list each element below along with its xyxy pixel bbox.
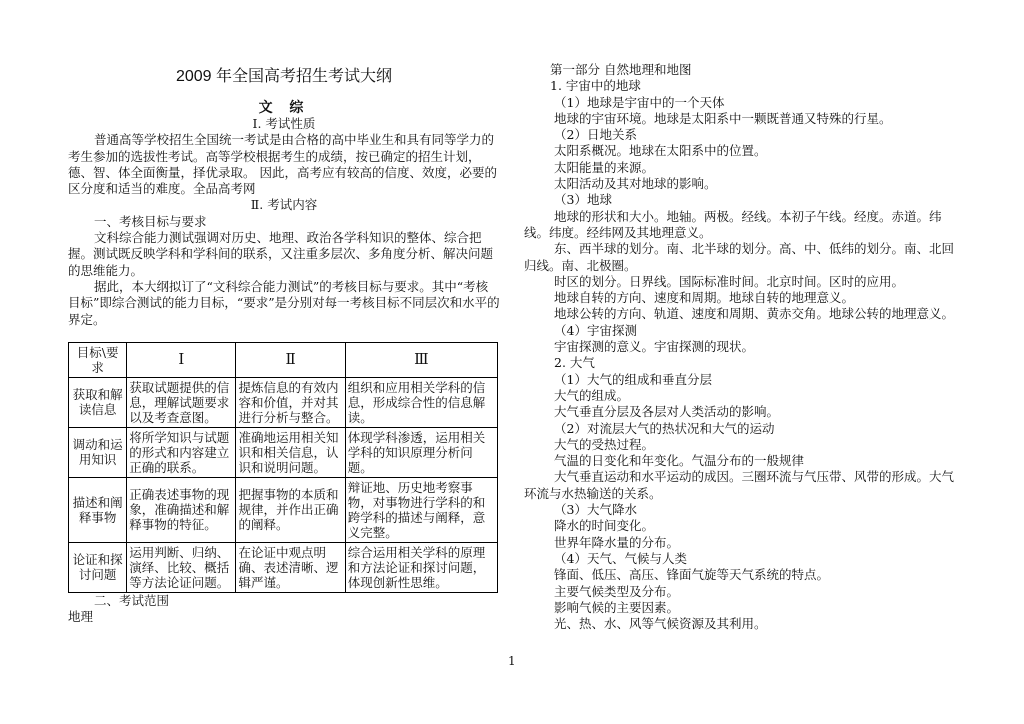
outline-line: 光、热、水、风等气候资源及其利用。 xyxy=(554,616,767,632)
section-heading-nature: Ⅰ. 考试性质 xyxy=(252,116,316,131)
row-label: 调动和运用知识 xyxy=(69,427,127,477)
outline-line: 2. 大气 xyxy=(554,355,595,371)
row-label: 获取和解读信息 xyxy=(69,377,127,427)
outline-line: 地球的宇宙环境。地球是太阳系中一颗既普通又特殊的行星。 xyxy=(554,110,892,126)
left-column xyxy=(68,62,500,625)
outline-line: 大气的受热过程。 xyxy=(554,436,655,452)
row-label: 描述和阐释事物 xyxy=(69,477,127,542)
table-header-level-3: Ⅲ xyxy=(345,342,497,377)
outline-list xyxy=(524,78,960,632)
table-header-level-2: Ⅱ xyxy=(236,342,345,377)
outline-line: 时区的划分。日界线。国际标准时间。北京时间。区时的应用。 xyxy=(554,273,905,289)
outline-line: 1. 宇宙中的地球 xyxy=(550,78,641,94)
outline-line: 太阳活动及其对地球的影响。 xyxy=(554,176,717,192)
paragraph-goals-1: 文科综合能力测试强调对历史、地理、政治各学科知识的整体、综合把握。测试既反映学科和学科间的联系，又注重多层次、多角度分析、解决问题的思维能力。 xyxy=(68,230,494,278)
paragraph-goals-2: 据此，本大纲拟订了“文科综合能力测试”的考核目标与要求。其中“考核目标”即综合测试的能力目标，“要求”是分别对每一考核目标不同层次和水平的界定。 xyxy=(68,278,500,327)
outline-line: 主要气候类型及分布。 xyxy=(554,583,680,599)
table-cell: 准确地运用相关知识和相关信息，认识和说明问题。 xyxy=(236,427,345,477)
outline-line: （2）对流层大气的热状况和大气的运动 xyxy=(554,420,775,436)
row-label: 论证和探讨问题 xyxy=(69,542,127,592)
table-cell: 体现学科渗透，运用相关学科的知识原理分析问题。 xyxy=(345,427,497,477)
subject-label-geography: 地理 xyxy=(68,609,94,625)
table-row xyxy=(69,542,498,592)
table-corner-cell: 目标\要求 xyxy=(69,342,127,377)
requirements-table xyxy=(68,342,498,593)
table-cell: 辩证地、历史地考察事物，对事物进行学科的和跨学科的描述与阐释，意义完整。 xyxy=(345,477,497,542)
outline-line: 东、西半球的划分。南、北半球的划分。高、中、低纬的划分。南、北回归线。南、北极圈。 xyxy=(524,241,955,273)
part-heading: 第一部分 自然地理和地图 xyxy=(550,62,692,77)
table-header-level-1: Ⅰ xyxy=(127,342,236,377)
outline-line: （4）天气、气候与人类 xyxy=(554,550,687,566)
table-cell: 正确表述事物的现象，准确描述和解释事物的特征。 xyxy=(127,477,236,542)
section-heading-content: Ⅱ. 考试内容 xyxy=(250,197,318,213)
outline-line: 大气的组成。 xyxy=(554,387,630,403)
subsection-heading-goals: 一、考核目标与要求 xyxy=(94,213,207,229)
page-number: 1 xyxy=(508,654,516,668)
table-cell: 将所学知识与试题的形式和内容建立正确的联系。 xyxy=(127,427,236,477)
subject-heading: 文 综 xyxy=(258,100,310,116)
outline-line: 太阳系概况。地球在太阳系中的位置。 xyxy=(554,143,767,159)
table-cell: 组织和应用相关学科的信息，形成综合性的信息解读。 xyxy=(345,377,497,427)
table-cell: 在论证中观点明确、表述清晰、逻辑严谨。 xyxy=(236,542,345,592)
outline-line: 太阳能量的来源。 xyxy=(554,159,655,175)
outline-line: 降水的时间变化。 xyxy=(554,518,655,534)
table-cell: 综合运用相关学科的原理和方法论证和探讨问题，体现创新性思维。 xyxy=(345,542,497,592)
document-title: 2009 年全国高考招生考试大纲 xyxy=(175,68,393,85)
outline-line: 世界年降水量的分布。 xyxy=(554,534,680,550)
outline-line: 气温的日变化和年变化。气温分布的一般规律 xyxy=(554,453,805,469)
outline-line: 地球的形状和大小。地轴。两极。经线。本初子午线。经度。赤道。纬线。纬度。经纬网及其地理意义。 xyxy=(524,208,942,240)
outline-line: （1）大气的组成和垂直分层 xyxy=(554,371,712,387)
outline-line: （3）大气降水 xyxy=(554,502,637,518)
table-cell: 把握事物的本质和规律，并作出正确的阐释。 xyxy=(236,477,345,542)
outline-line: （4）宇宙探测 xyxy=(554,322,637,338)
table-header-row xyxy=(69,342,498,377)
outline-line: 大气垂直运动和水平运动的成因。三圈环流与气压带、风带的形成。大气环流与水热输送的关系。 xyxy=(524,469,955,501)
outline-line: （3）地球 xyxy=(554,192,612,208)
table-row xyxy=(69,477,498,542)
right-column xyxy=(524,62,960,632)
outline-line: （2）日地关系 xyxy=(554,127,637,143)
outline-line: 大气垂直分层及各层对人类活动的影响。 xyxy=(554,404,780,420)
outline-line: 地球自转的方向、速度和周期。地球自转的地理意义。 xyxy=(554,290,855,306)
section-body-nature: 普通高等学校招生全国统一考试是由合格的高中毕业生和具有同等学力的考生参加的选拔性考试。高等学校根据考生的成绩，按已确定的招生计划，德、智、体全面衡量，择优录取。 因此，高考应有较高的信度、效度，必要的区分度和适当的难度。全品高考网 xyxy=(68,132,497,197)
table-cell: 运用判断、归纳、演绎、比较、概括等方法论证问题。 xyxy=(127,542,236,592)
outline-line: 锋面、低压、高压、锋面气旋等天气系统的特点。 xyxy=(554,567,830,583)
table-cell: 获取试题提供的信息，理解试题要求以及考查意图。 xyxy=(127,377,236,427)
outline-line: （1）地球是宇宙中的一个天体 xyxy=(554,94,725,110)
outline-line: 地球公转的方向、轨道、速度和周期、黄赤交角。地球公转的地理意义。 xyxy=(554,306,955,322)
table-row xyxy=(69,377,498,427)
outline-line: 宇宙探测的意义。宇宙探测的现状。 xyxy=(554,339,755,355)
table-cell: 提炼信息的有效内容和价值，并对其进行分析与整合。 xyxy=(236,377,345,427)
outline-line: 影响气候的主要因素。 xyxy=(554,599,680,615)
subsection-heading-scope: 二、考试范围 xyxy=(94,592,170,608)
table-row xyxy=(69,427,498,477)
